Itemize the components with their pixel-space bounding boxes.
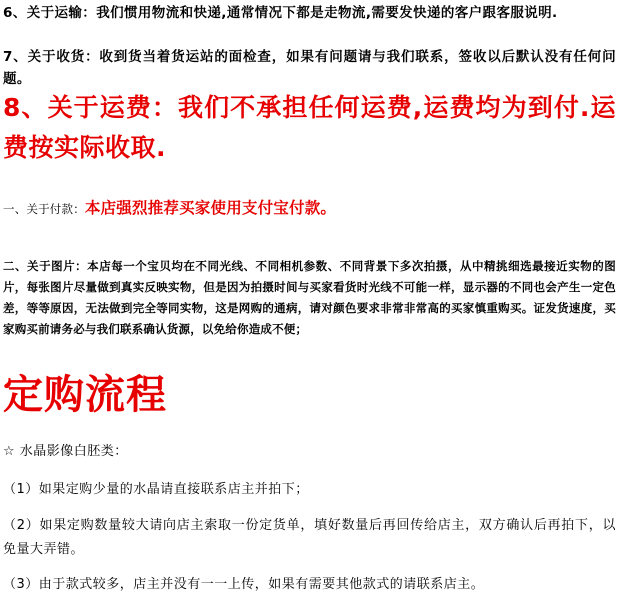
pictures-notice: 二、关于图片：本店每一个宝贝均在不同光线、不同相机参数、不同背景下多次拍摄，从中精挑细选最接近实物的图片，每张图片尽量做到真实反映实物，但是因为拍摄时间与买家看货时光线不可能一样，显示器的不同也会产生一定色差，等等原因，无法做到完全等同实物，这是网购的通病，请对颜色要求非常非常高的买家慎重购买。证发货速度，买家购买前请务必与我们联系确认货源，以免给你造成不便； bbox=[3, 259, 616, 336]
payment-label: 一、关于付款： bbox=[3, 202, 85, 216]
process-step-1: （1）如果定购少量的水晶请直接联系店主并拍下； bbox=[3, 482, 309, 497]
receipt-notice: 7、关于收货：收到货当着货运站的面检查，如果有问题请与我们联系，签收以后默认没有任何问题。 bbox=[3, 49, 616, 87]
process-step-2: （2）如果定购数量较大请向店主索取一份定货单，填好数量后再回传给店主，双方确认后再拍下，以免量大弄错。 bbox=[3, 518, 616, 557]
freight-notice: 8、关于运费：我们不承担任何运费,运费均为到付.运费按实际收取. bbox=[3, 93, 616, 162]
order-process-heading: 定购流程 bbox=[3, 372, 167, 418]
shipping-notice: 6、关于运输：我们惯用物流和快递,通常情况下都是走物流,需要发快递的客户跟客服说明. bbox=[3, 5, 558, 21]
payment-recommendation: 本店强烈推荐买家使用支付宝付款。 bbox=[84, 199, 337, 217]
crystal-category-label: ☆ 水晶影像白胚类： bbox=[3, 444, 128, 459]
payment-notice bbox=[3, 198, 616, 220]
process-step-3: （3）由于款式较多，店主并没有一一上传，如果有需要其他款式的请联系店主。 bbox=[3, 577, 485, 592]
